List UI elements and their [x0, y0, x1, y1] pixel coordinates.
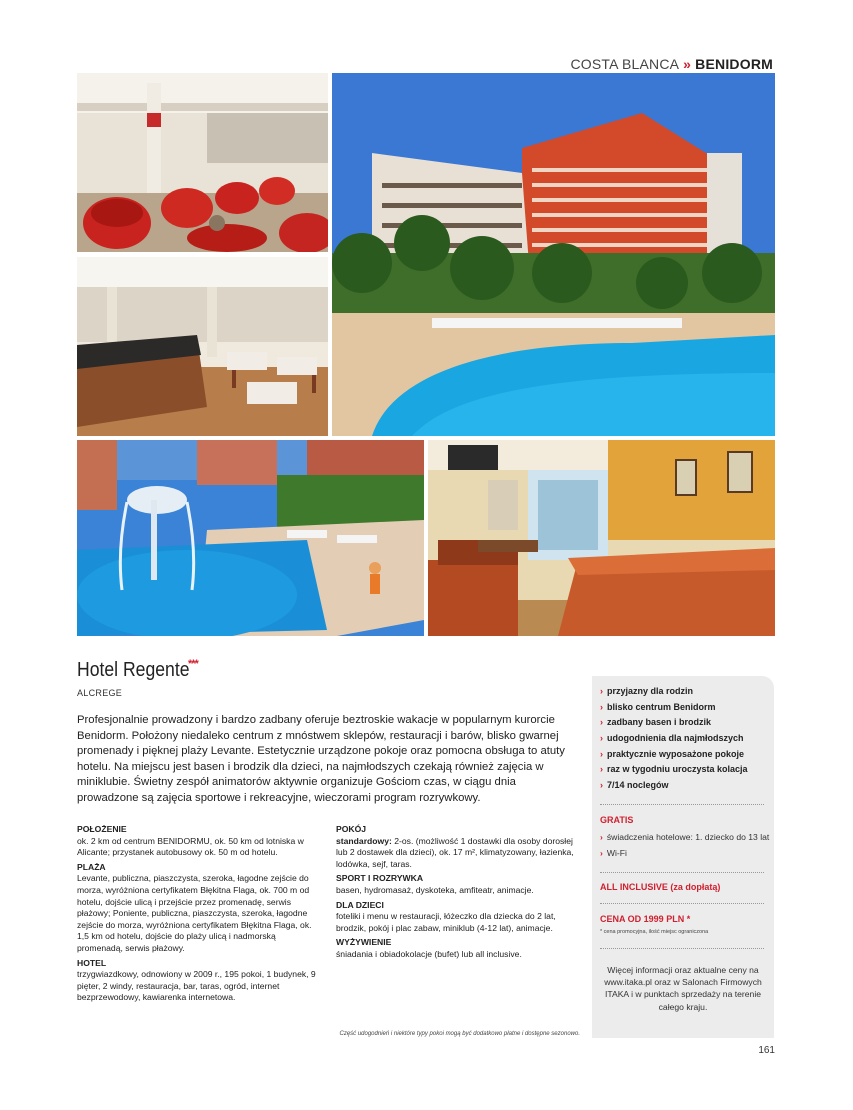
- chevron-icon: ›: [600, 733, 603, 744]
- room-description: 2-os. (możliwość 1 dostawki dla osoby dorosłej lub 2 dostawek dla dzieci), ok. 17 m², klimatyzowany, łazienka, lodówka, sejf, taras.: [336, 835, 574, 869]
- highlights-sidebar: [592, 676, 774, 1038]
- gratis-heading: GRATIS: [600, 815, 634, 825]
- hotel-stars: ***: [188, 658, 198, 670]
- beach-text: Levante, publiczna, piaszczysta, szeroka, łagodne zejście do morza, wyróżniona certyfikatem Błękitna Flaga, ok. 700 m od hotelu, dojście ulicą i przejście przez promenadę, serwis płażowy; Poniente, publiczna, piaszczysta, szeroka, łagodne zejście do morza, wyróżniona certyfikatem Błękitna Flaga, ok. 1,5 km od hotelu, dojście do plaży ulicą i nadmorską promenadą, serwis płażowy.: [77, 873, 312, 953]
- chevron-icon: ›: [600, 780, 603, 791]
- highlight-item: [600, 747, 770, 763]
- chevron-icon: ›: [600, 701, 603, 712]
- details-column-right: [336, 824, 581, 964]
- footnote: Część udogodnień i niektóre typy pokoi mogą być dodatkowo płatne i dostępne sezonowo.: [339, 1031, 580, 1037]
- photo-kids-pool-fountain: [77, 440, 424, 636]
- divider: [600, 948, 764, 949]
- chevron-icon: ›: [600, 848, 603, 858]
- gratis-item-label: Wi-Fi: [606, 848, 627, 858]
- highlight-item: [600, 778, 770, 794]
- highlight-item: [600, 762, 770, 778]
- highlight-label: przyjazny dla rodzin: [607, 686, 694, 696]
- highlight-label: raz w tygodniu uroczysta kolacja: [607, 764, 748, 775]
- hotel-description: Profesjonalnie prowadzony i bardzo zadbany oferuje beztroskie wakacje w popularnym kurorcie Benidorm. Położony niedaleko centrum z mnóstwem sklepów, restauracji i barów, blisko gwarnej promenady i pięknej plaży Levante. Estetycznie urządzone pokoje oraz pomocna obsługa to atuty hotelu. Na miejscu jest basen i brodzik dla dzieci, na najmłodszych czekają również zajęcia w miniklubie. Świetny zespół animatorów aktywnie organizuje Gościom czas, w ciągu dnia prowadzone są zajęcia sportowe i rekreacyjne, wieczorami program rozrywkowy.: [77, 714, 565, 804]
- room-type: standardowy:: [336, 835, 392, 846]
- divider: [600, 903, 764, 904]
- highlight-label: 7/14 noclegów: [607, 780, 669, 791]
- price-note: * cena promocyjna, ilość miejsc ograniczona: [600, 929, 709, 935]
- location-heading: POŁOŻENIE: [77, 824, 127, 834]
- highlight-item: [600, 715, 770, 731]
- highlight-label: zadbany basen i brodzik: [607, 717, 712, 728]
- kids-heading: DLA DZIECI: [336, 899, 384, 910]
- sport-heading: SPORT I ROZRYWKA: [336, 873, 424, 884]
- chevron-icon: ›: [600, 748, 603, 759]
- highlights-list: [600, 684, 770, 794]
- region-label: COSTA BLANCA: [570, 56, 680, 72]
- photo-hotel-room: [428, 440, 775, 636]
- highlight-item: [600, 731, 770, 747]
- gratis-item-label: świadczenia hotelowe: 1. dziecko do 13 lat: [606, 832, 770, 842]
- section-header: [570, 56, 773, 72]
- hotel-code: ALCREGE: [77, 688, 123, 698]
- sport-text: basen, hydromasaż, dyskoteka, amfiteatr, animacje.: [336, 884, 534, 895]
- room-text: [336, 836, 581, 871]
- highlight-label: udogodnienia dla najmłodszych: [607, 733, 744, 744]
- gratis-item: [600, 831, 769, 844]
- location-text: ok. 2 km od centrum BENIDORMU, ok. 50 km od lotniska w Alicante; przystanek autobusowy ok. 50 m od hotelu.: [77, 835, 304, 858]
- photo-hotel-pool-main: [332, 73, 775, 436]
- more-info-text: Więcej informacji oraz aktualne ceny na www.itaka.pl oraz w Salonach Firmowych ITAKA i w punktach sprzedaży na terenie całego kraju.: [604, 965, 762, 1012]
- hotel-text: trzygwiazdkowy, odnowiony w 2009 r., 195 pokoi, 1 budynek, 9 pięter, 2 windy, restauracja, bar, taras, ogród, internet bezprzewodowy, kawiarenka internetowa.: [77, 969, 316, 1003]
- all-inclusive-label: ALL INCLUSIVE (za dopłatą): [600, 882, 721, 892]
- divider: [600, 872, 764, 873]
- highlight-label: praktycznie wyposażone pokoje: [607, 748, 745, 759]
- price-label: CENA OD 1999 PLN *: [600, 914, 691, 924]
- kids-text: foteliki i menu w restauracji, łóżeczko dla dziecka do 2 lat, brodzik, pokój i plac zabaw, miniklub (4-12 lat), animacje.: [336, 911, 556, 933]
- page-number: 161: [758, 1045, 775, 1056]
- destination-label: BENIDORM: [695, 56, 773, 72]
- beach-heading: PLAŻA: [77, 861, 106, 872]
- photo-lounge-bar: [77, 73, 328, 252]
- chevron-icon: ›: [600, 717, 603, 728]
- chevron-icon: ›: [600, 686, 603, 696]
- details-column-left: [77, 824, 323, 1007]
- hotel-name: Hotel Regente: [77, 659, 190, 681]
- room-heading: POKÓJ: [336, 824, 367, 834]
- divider: [600, 804, 764, 805]
- gratis-item: [600, 847, 627, 860]
- highlight-label: blisko centrum Benidorm: [607, 701, 716, 712]
- highlight-item: [600, 700, 770, 716]
- hotel-heading: HOTEL: [77, 957, 107, 968]
- header-separator: »: [683, 56, 692, 72]
- highlight-item: [600, 684, 770, 700]
- board-text: śniadania i obiadokolacje (bufet) lub all inclusive.: [336, 948, 522, 959]
- photo-buffet-restaurant: [77, 257, 328, 436]
- chevron-icon: ›: [600, 832, 603, 842]
- chevron-icon: ›: [600, 764, 603, 775]
- board-heading: WYŻYWIENIE: [336, 937, 392, 948]
